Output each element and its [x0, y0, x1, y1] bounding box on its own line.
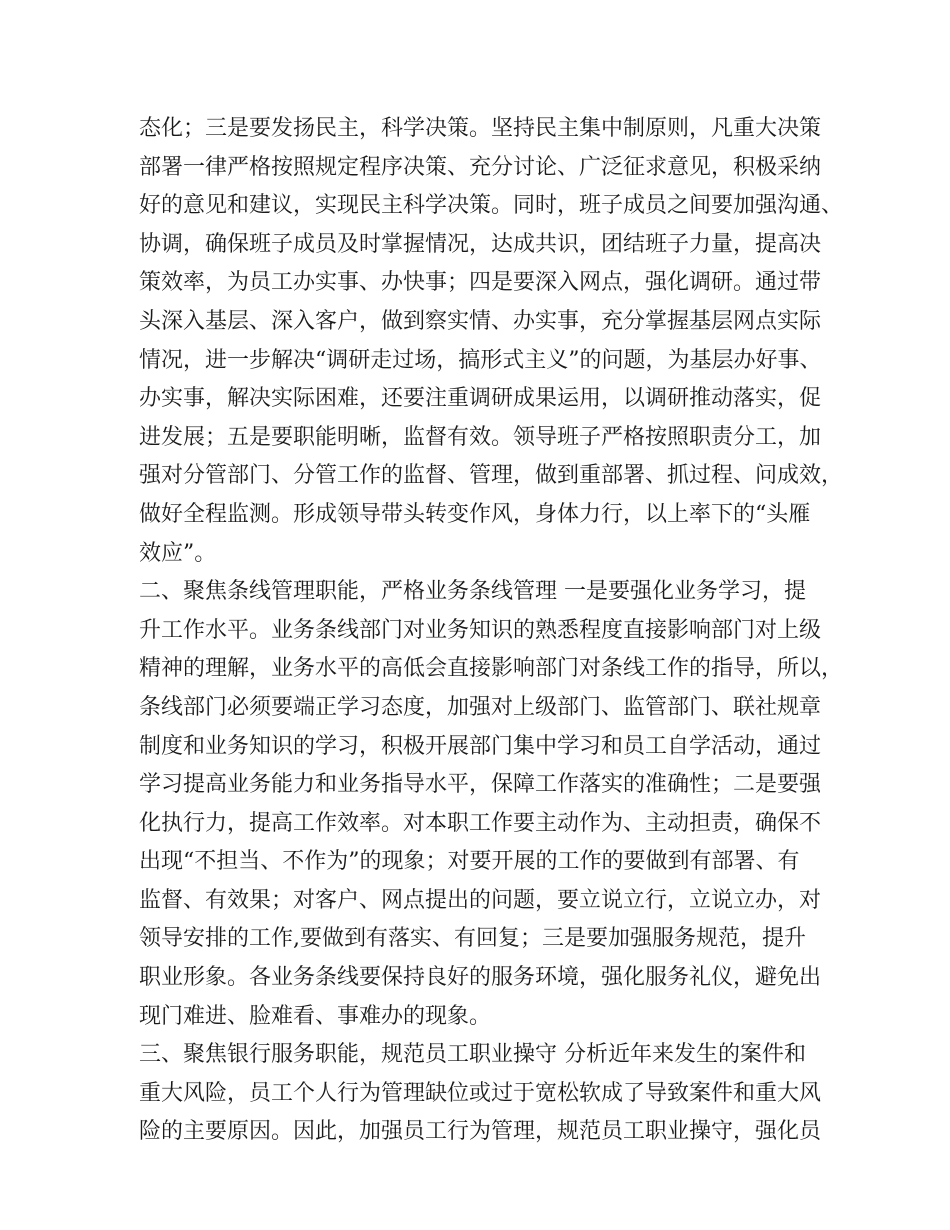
text-line: 强对分管部门、分管工作的监督、管理，做到重部署、抓过程、问成效， — [139, 463, 844, 489]
text-line: 条线部门必须要端正学习态度，加强对上级部门、监管部门、联社规章 — [139, 694, 822, 720]
section-heading-line: 三、聚焦银行服务职能，规范员工职业操守 分析近年来发生的案件和 — [139, 1042, 806, 1068]
text-line: 头深入基层、深入客户，做到察实情、办实事，充分掌握基层网点实际 — [139, 308, 822, 334]
text-line: 效应”。 — [139, 540, 217, 566]
text-line: 险的主要原因。因此，加强员工行为管理，规范员工职业操守，强化员 — [139, 1119, 822, 1145]
text-line: 现门难进、脸难看、事难办的现象。 — [139, 1003, 492, 1029]
text-line: 部署一律严格按照规定程序决策、充分讨论、广泛征求意见，积极采纳 — [139, 154, 822, 180]
text-line: 制度和业务知识的学习，积极开展部门集中学习和员工自学活动，通过 — [139, 733, 822, 759]
text-line: 领导安排的工作,要做到有落实、有回复；三是要加强服务规范，提升 — [139, 926, 806, 952]
text-line: 重大风险，员工个人行为管理缺位或过于宽松软成了导致案件和重大风 — [139, 1080, 822, 1106]
text-line: 升工作水平。业务条线部门对业务知识的熟悉程度直接影响部门对上级 — [139, 617, 822, 643]
text-line: 进发展；五是要职能明晰，监督有效。领导班子严格按照职责分工，加 — [139, 424, 822, 450]
text-line: 职业形象。各业务条线要保持良好的服务环境，强化服务礼仪，避免出 — [139, 965, 822, 991]
text-line: 精神的理解，业务水平的高低会直接影响部门对条线工作的指导，所以， — [139, 656, 844, 682]
text-line: 学习提高业务能力和业务指导水平，保障工作落实的准确性；二是要强 — [139, 772, 822, 798]
text-line: 监督、有效果；对客户、网点提出的问题，要立说立行，立说立办，对 — [139, 887, 822, 913]
text-line: 好的意见和建议，实现民主科学决策。同时，班子成员之间要加强沟通、 — [139, 193, 844, 219]
text-line: 办实事，解决实际困难，还要注重调研成果运用，以调研推动落实，促 — [139, 386, 822, 412]
text-line: 协调，确保班子成员及时掌握情况，达成共识，团结班子力量，提高决 — [139, 231, 822, 257]
text-line: 态化；三是要发扬民主，科学决策。坚持民主集中制原则，凡重大决策 — [139, 116, 822, 141]
section-heading-line: 二、聚焦条线管理职能，严格业务条线管理 一是要强化业务学习，提 — [139, 579, 806, 605]
text-line: 做好全程监测。形成领导带头转变作风，身体力行，以上率下的“头雁 — [139, 501, 811, 527]
text-line: 化执行力，提高工作效率。对本职工作要主动作为、主动担责，确保不 — [139, 810, 822, 836]
text-line: 出现“不担当、不作为”的现象；对要开展的工作的要做到有部署、有 — [139, 849, 800, 875]
text-line: 策效率，为员工办实事、办快事；四是要深入网点，强化调研。通过带 — [139, 270, 822, 296]
body-text — [139, 110, 844, 1152]
text-line: 情况，进一步解决“调研走过场，搞形式主义”的问题，为基层办好事、 — [139, 347, 822, 373]
